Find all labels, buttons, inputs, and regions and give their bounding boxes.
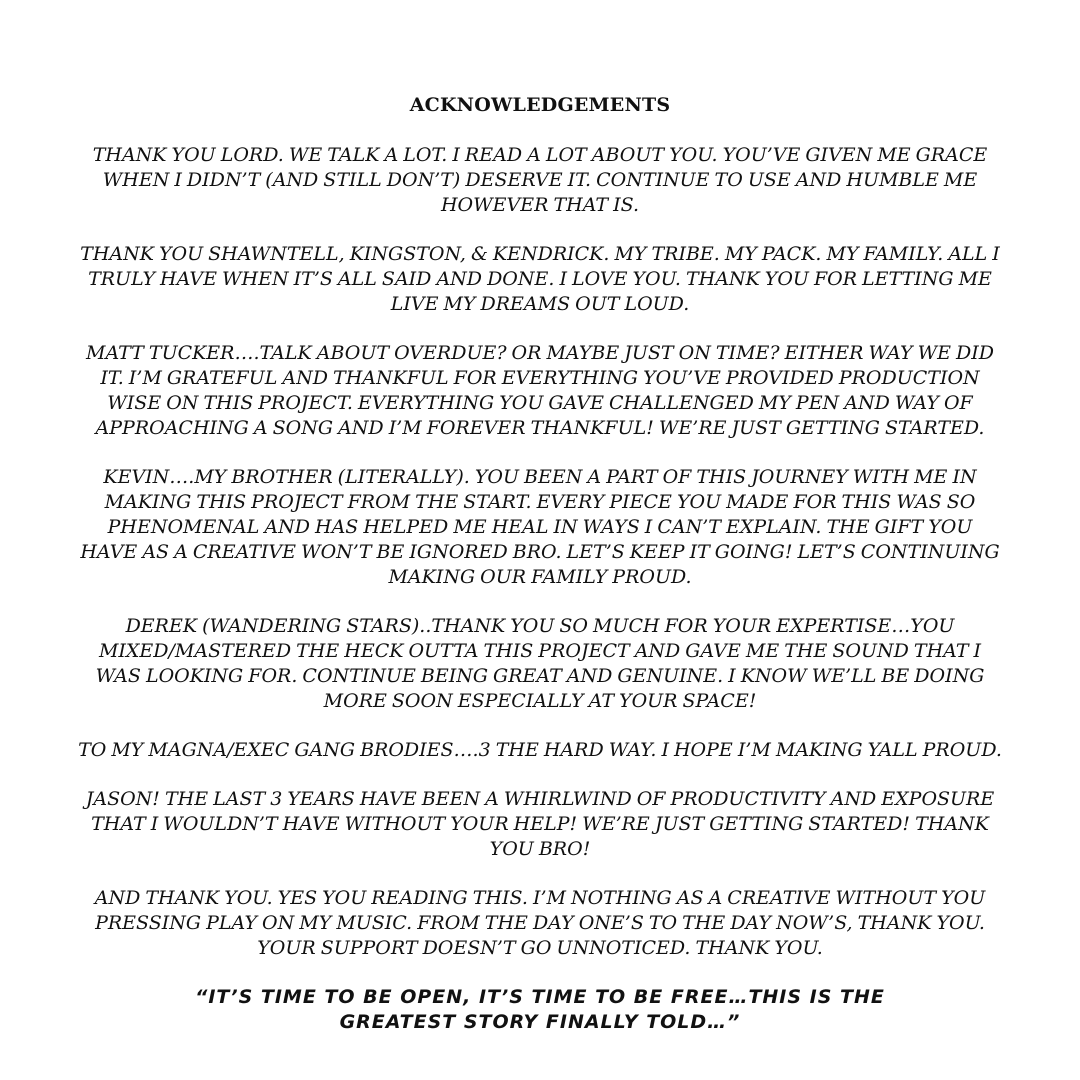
paragraph-listener: AND THANK YOU. YES YOU READING THIS. I’M NOTHING AS A CREATIVE WITHOUT YOU PRESSING PLAY ON MY MUSIC. FROM THE DAY ONE’S TO THE DAY NOW’S, THANK YOU. YOUR SUPPORT DOESN’T GO UNNOTICED. THANK YOU. bbox=[94, 887, 986, 959]
paragraph-matt-tucker: MATT TUCKER….TALK ABOUT OVERDUE? OR MAYBE JUST ON TIME? EITHER WAY WE DID IT. I’M GRATEFUL AND THANKFUL FOR EVERYTHING YOU’VE PROVIDED PRODUCTION WISE ON THIS PROJECT. EVERYTHING YOU GAVE CHALLENGED MY PEN AND WAY OF APPROACHING A SONG AND I’M FOREVER THANKFUL! WE’RE JUST GETTING STARTED. bbox=[86, 342, 994, 439]
paragraph-lord: THANK YOU LORD. WE TALK A LOT. I READ A LOT ABOUT YOU. YOU’VE GIVEN ME GRACE WHEN I DIDN’T (AND STILL DON’T) DESERVE IT. CONTINUE TO USE AND HUMBLE ME HOWEVER THAT IS. bbox=[92, 144, 988, 216]
paragraph-jason: JASON! THE LAST 3 YEARS HAVE BEEN A WHIRLWIND OF PRODUCTIVITY AND EXPOSURE THAT I WOULDN’T HAVE WITHOUT YOUR HELP! WE’RE JUST GETTING STARTED! THANK YOU BRO! bbox=[85, 788, 995, 860]
acknowledgements-body bbox=[78, 143, 1002, 1035]
paragraph-derek: DEREK (WANDERING STARS)..THANK YOU SO MUCH FOR YOUR EXPERTISE…YOU MIXED/MASTERED THE HECK OUTTA THIS PROJECT AND GAVE ME THE SOUND THAT I WAS LOOKING FOR. CONTINUE BEING GREAT AND GENUINE. I KNOW WE’LL BE DOING MORE SOON ESPECIALLY AT YOUR SPACE! bbox=[95, 615, 985, 712]
paragraph-kevin: KEVIN….MY BROTHER (LITERALLY). YOU BEEN A PART OF THIS JOURNEY WITH ME IN MAKING THIS PROJECT FROM THE START. EVERY PIECE YOU MADE FOR THIS WAS SO PHENOMENAL AND HAS HELPED ME HEAL IN WAYS I CAN’T EXPLAIN. THE GIFT YOU HAVE AS A CREATIVE WON’T BE IGNORED BRO. LET’S KEEP IT GOING! LET’S CONTINUING MAKING OUR FAMILY PROUD. bbox=[80, 466, 1000, 588]
paragraph-magna-exec: TO MY MAGNA/EXEC GANG BRODIES….3 THE HARD WAY. I HOPE I’M MAKING YALL PROUD. bbox=[78, 739, 1002, 761]
page-title: ACKNOWLEDGEMENTS bbox=[409, 94, 671, 116]
paragraph-family: THANK YOU SHAWNTELL, KINGSTON, & KENDRICK. MY TRIBE. MY PACK. MY FAMILY. ALL I TRULY HAVE WHEN IT’S ALL SAID AND DONE. I LOVE YOU. THANK YOU FOR LETTING ME LIVE MY DREAMS OUT LOUD. bbox=[80, 243, 1000, 315]
closing-quote: “IT’S TIME TO BE OPEN, IT’S TIME TO BE FREE…THIS IS THE GREATEST STORY FINALLY TOLD…” bbox=[195, 986, 885, 1033]
